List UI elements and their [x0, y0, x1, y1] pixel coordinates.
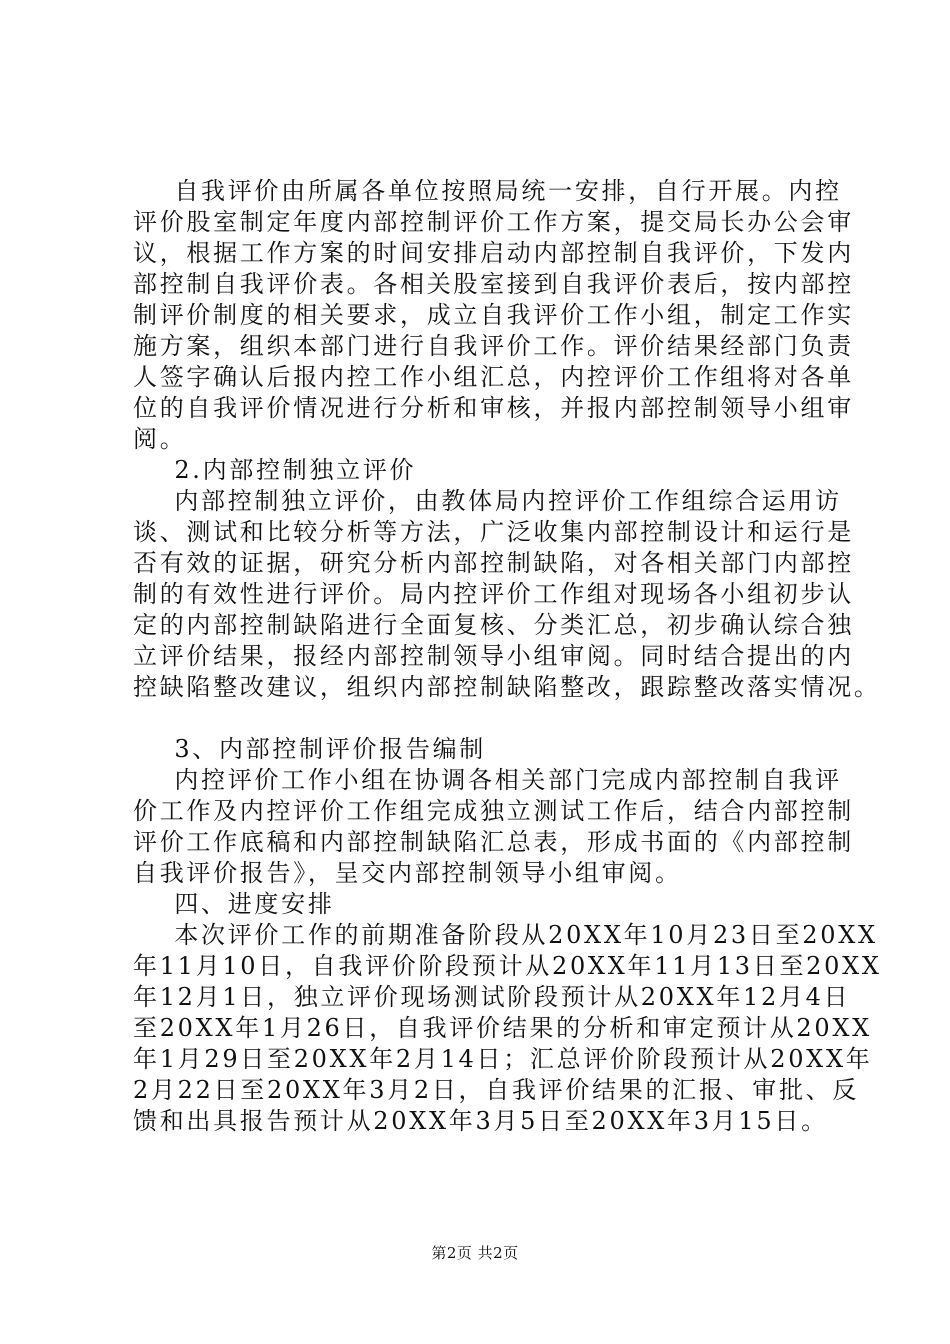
paragraph-line: 人签字确认后报内控工作小组汇总，内控评价工作组将对各单: [133, 363, 854, 391]
paragraph-line: 否有效的证据，研究分析内部控制缺陷，对各相关部门内部控: [133, 549, 854, 577]
paragraph-line: 谈、测试和比较分析等方法，广泛收集内部控制设计和运行是: [133, 518, 854, 546]
paragraph-line: 自我评价由所属各单位按照局统一安排，自行开展。内控: [133, 177, 842, 205]
paragraph-line: 年12月1日，独立评价现场测试阶段预计从20XX年12月4日: [133, 983, 851, 1011]
paragraph-line: 2月22日至20XX年3月2日，自我评价结果的汇报、审批、反: [133, 1076, 860, 1104]
paragraph-line: 内部控制独立评价，由教体局内控评价工作组综合运用访: [133, 487, 842, 515]
section-heading: 四、进度安排: [133, 890, 335, 918]
paragraph-line: 馈和出具报告预计从20XX年3月5日至20XX年3月15日。: [133, 1107, 828, 1135]
paragraph-line: 至20XX年1月26日，自我评价结果的分析和审定预计从20XX: [133, 1014, 872, 1042]
paragraph-line: 制评价制度的相关要求，成立自我评价工作小组，制定工作实: [133, 301, 854, 329]
paragraph-line: 年11月10日，自我评价阶段预计从20XX年11月13日至20XX: [133, 952, 882, 980]
paragraph-line: 评价股室制定年度内部控制评价工作方案，提交局长办公会审: [133, 208, 854, 236]
section-heading: 3、内部控制评价报告编制: [133, 735, 486, 763]
paragraph-line: 评价工作底稿和内部控制缺陷汇总表，形成书面的《内部控制: [133, 828, 854, 856]
paragraph-line: 阅。: [133, 425, 187, 453]
paragraph-line: 议，根据工作方案的时间安排启动内部控制自我评价，下发内: [133, 239, 854, 267]
paragraph-line: 内控评价工作小组在协调各相关部门完成内部控制自我评: [133, 766, 842, 794]
paragraph-line: 制的有效性进行评价。局内控评价工作组对现场各小组初步认: [133, 580, 854, 608]
paragraph-line: 年1月29日至20XX年2月14日；汇总评价阶段预计从20XX年: [133, 1045, 873, 1073]
section-heading: 2.内部控制独立评价: [133, 456, 417, 484]
paragraph-line: 自我评价报告》，呈交内部控制领导小组审阅。: [133, 859, 682, 887]
paragraph-line: 定的内部控制缺陷进行全面复核、分类汇总，初步确认综合独: [133, 611, 854, 639]
page-footer: 第2页 共2页: [431, 1244, 519, 1262]
paragraph-line: 部控制自我评价表。各相关股室接到自我评价表后，按内部控: [133, 270, 854, 298]
paragraph-line: 价工作及内控评价工作组完成独立测试工作后，结合内部控制: [133, 797, 854, 825]
paragraph-line: 立评价结果，报经内部控制领导小组审阅。同时结合提出的内: [133, 642, 854, 670]
paragraph-line: 施方案，组织本部门进行自我评价工作。评价结果经部门负责: [133, 332, 854, 360]
paragraph-line: 控缺陷整改建议，组织内部控制缺陷整改，跟踪整改落实情况。: [133, 673, 881, 701]
paragraph-line: 位的自我评价情况进行分析和审核，并报内部控制领导小组审: [133, 394, 854, 422]
paragraph-line: 本次评价工作的前期准备阶段从20XX年10月23日至20XX: [133, 921, 878, 949]
